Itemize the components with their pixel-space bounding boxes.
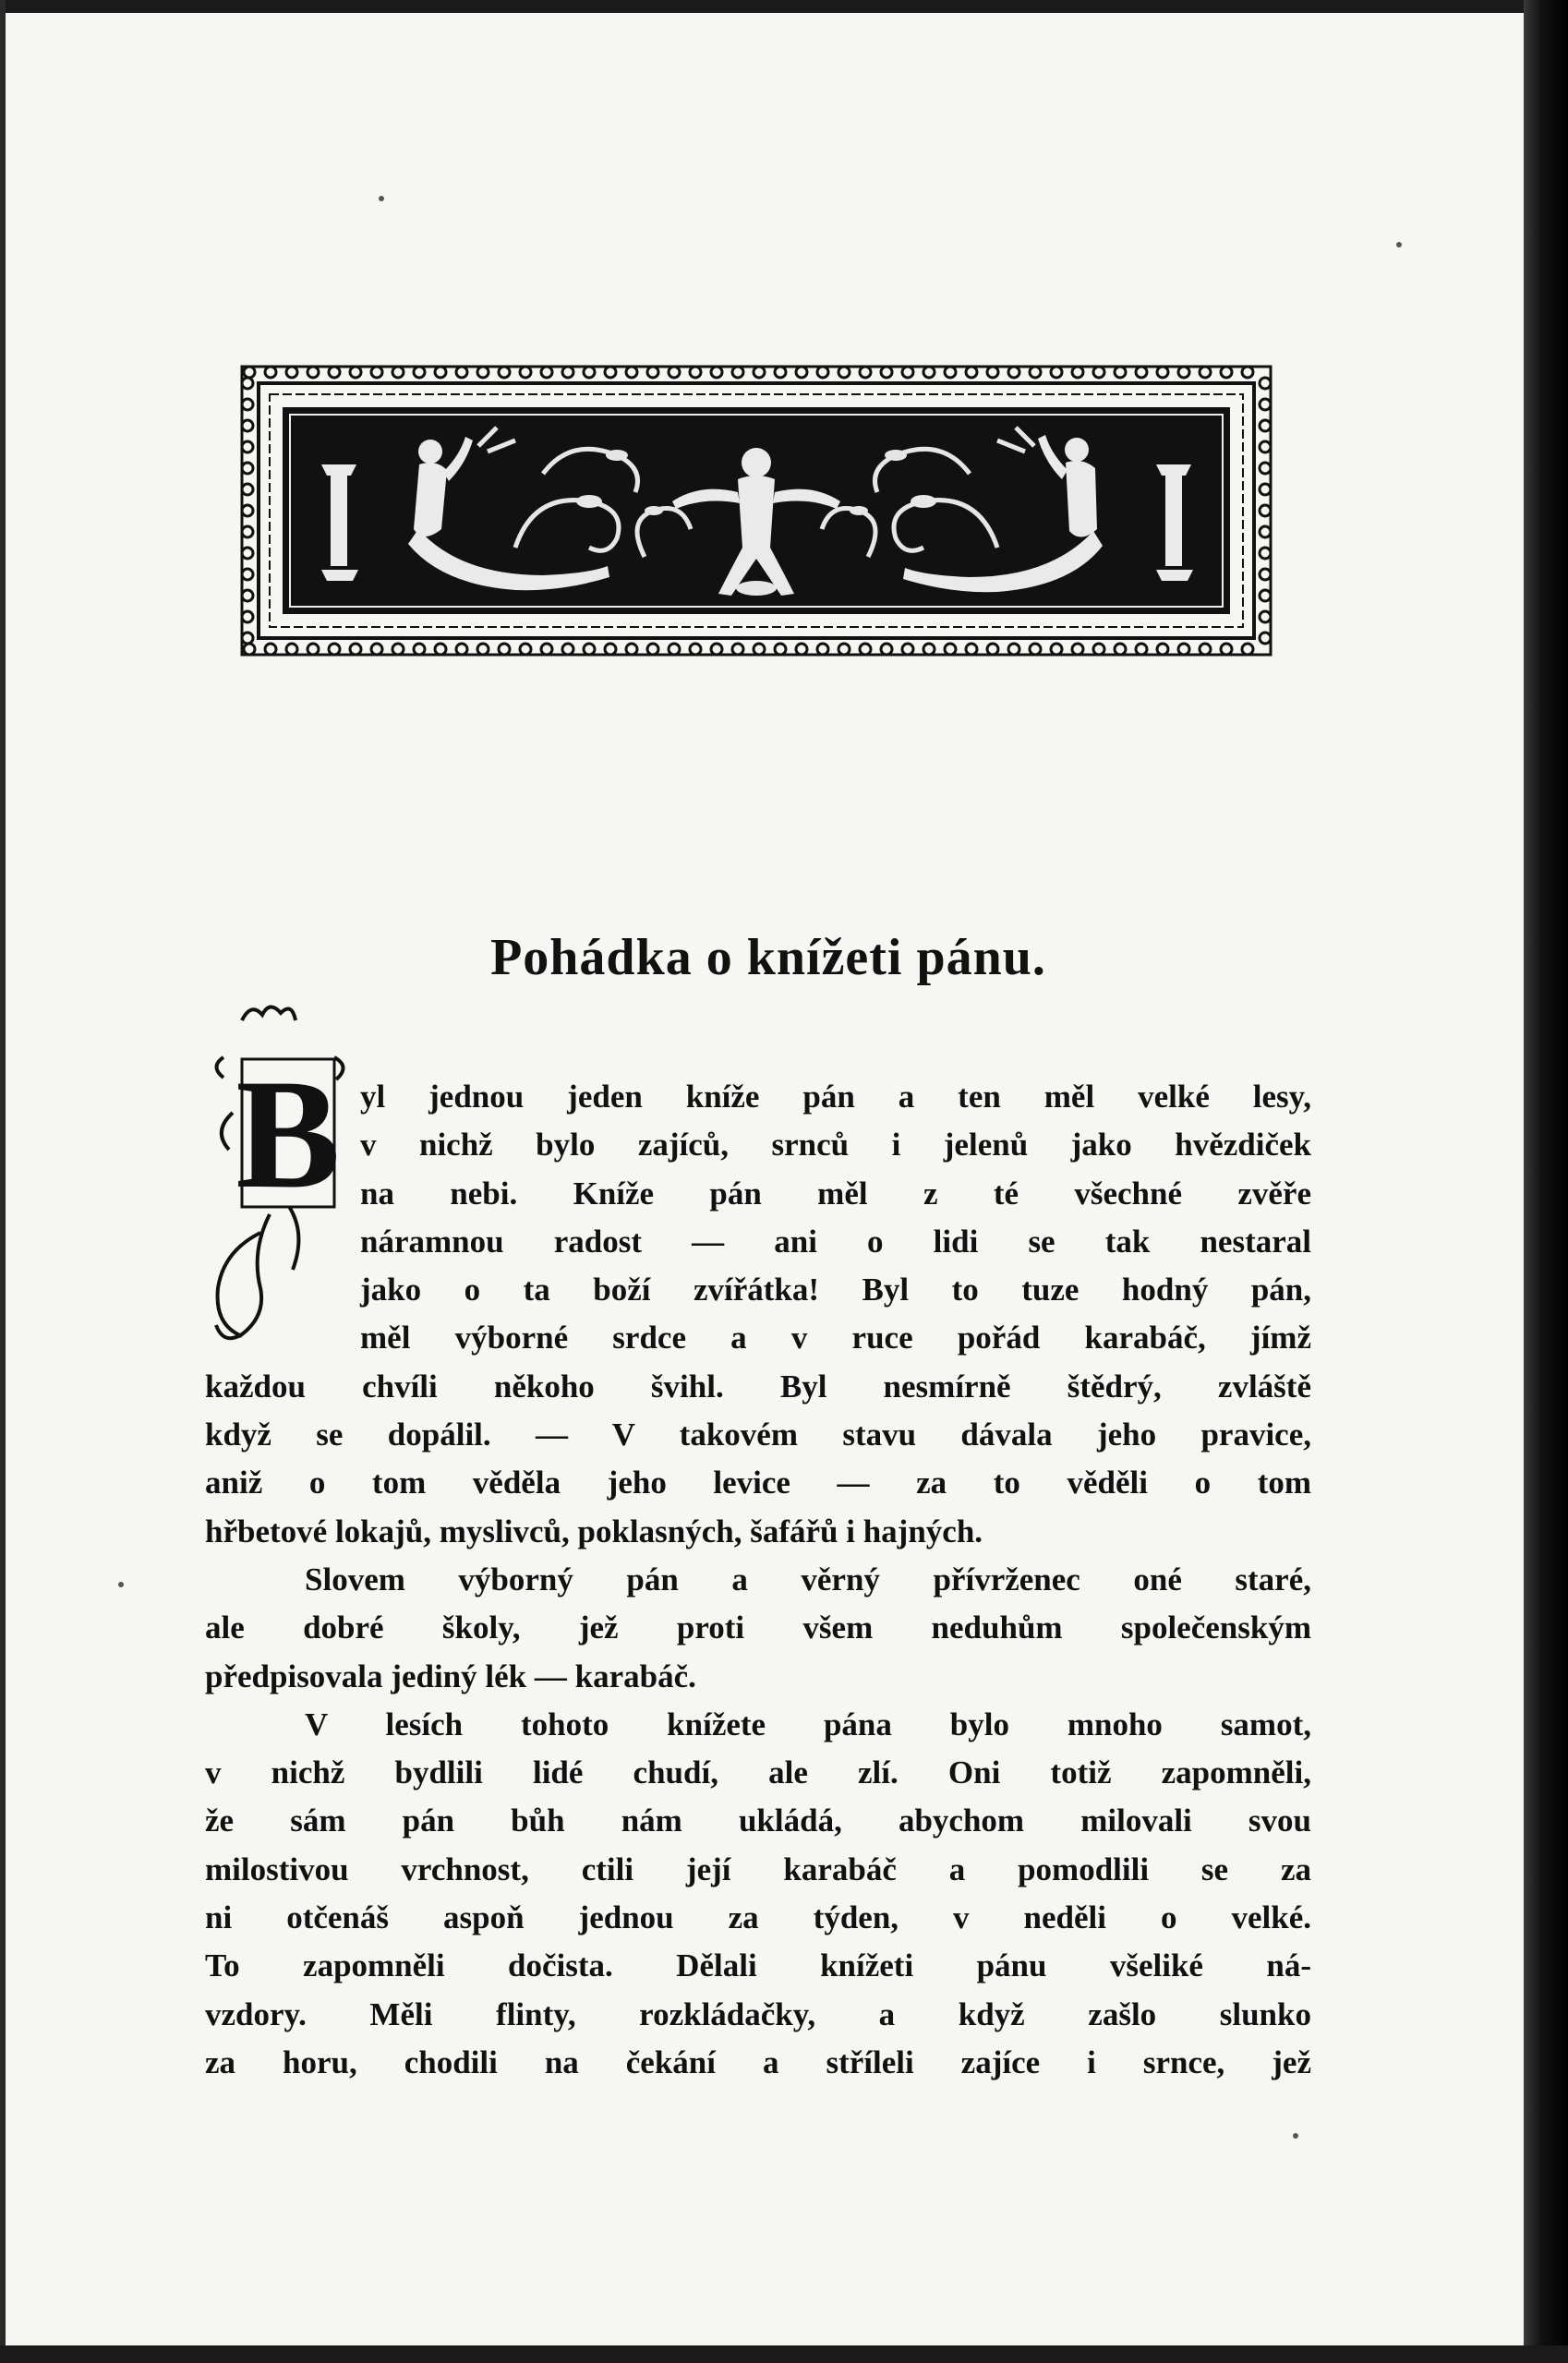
text-line: ale dobré školy, jež proti všem neduhům společenským [205, 1609, 1311, 1646]
text-line: Slovem výborný pán a věrný přívrženec oné staré, [305, 1561, 1311, 1597]
text-line: v nichž bylo zajíců, srnců i jelenů jako hvězdiček [360, 1127, 1311, 1163]
text-line: na nebi. Kníže pán měl z té všechné zvěře [360, 1175, 1311, 1212]
text-line: že sám pán bůh nám ukládá, abychom milovali svou [205, 1802, 1311, 1839]
text-line: yl jednou jeden kníže pán a ten měl velké lesy, [360, 1079, 1311, 1115]
story-title: Pohádka o knížeti pánu. [490, 929, 1046, 986]
text-line: aniž o tom věděla jeho levice — za to věděli o tom [205, 1465, 1311, 1501]
text-line: jako o ta boží zvířátka! Byl to tuze hodný pán, [360, 1272, 1311, 1308]
scan-edge-top [0, 0, 1568, 13]
text-line: když se dopálil. — V takovém stavu dávala jeho pravice, [205, 1417, 1311, 1453]
text-line: V lesích tohoto knížete pána bylo mnoho samot, [305, 1706, 1311, 1742]
text-line: náramnou radost — ani o lidi se tak nestaral [360, 1223, 1311, 1260]
text-line: měl výborné srdce a v ruce pořád karabáč, jímž [360, 1320, 1311, 1356]
paper-speck [1396, 242, 1402, 247]
paper-speck [1293, 2133, 1298, 2139]
text-line: za horu, chodili na čekání a stříleli zajíce i srnce, jež [205, 2044, 1311, 2080]
text-line: milostivou vrchnost, ctili její karabáč a pomodlili se za [205, 1851, 1311, 1887]
scan-edge-right [1524, 0, 1568, 2363]
paper-speck [118, 1582, 124, 1587]
scan-edge-bottom [0, 2345, 1568, 2363]
text-line: ni otčenáš aspoň jednou za týden, v neděli o velké. [205, 1899, 1311, 1936]
drop-cap-letter: B [235, 1047, 341, 1221]
text-line: vzdory. Měli flinty, rozkládačky, a když zašlo slunko [205, 1995, 1311, 2032]
text-line: hřbetové lokajů, myslivců, poklasných, šafářů i hajných. [205, 1513, 983, 1549]
text-line: předpisovala jediný lék — karabáč. [205, 1658, 696, 1694]
scan-edge-left [0, 0, 6, 2363]
ornamental-banner [238, 363, 1274, 658]
paper-speck [379, 196, 384, 201]
text-line: v nichž bydlili lidé chudí, ale zlí. Oni totiž zapomněli, [205, 1754, 1311, 1791]
text-line: každou chvíli někoho švihl. Byl nesmírně štědrý, zvláště [205, 1368, 1311, 1405]
text-line: To zapomněli dočista. Dělali knížeti pánu všeliké ná- [205, 1947, 1311, 1984]
story-text [205, 1073, 1311, 2087]
